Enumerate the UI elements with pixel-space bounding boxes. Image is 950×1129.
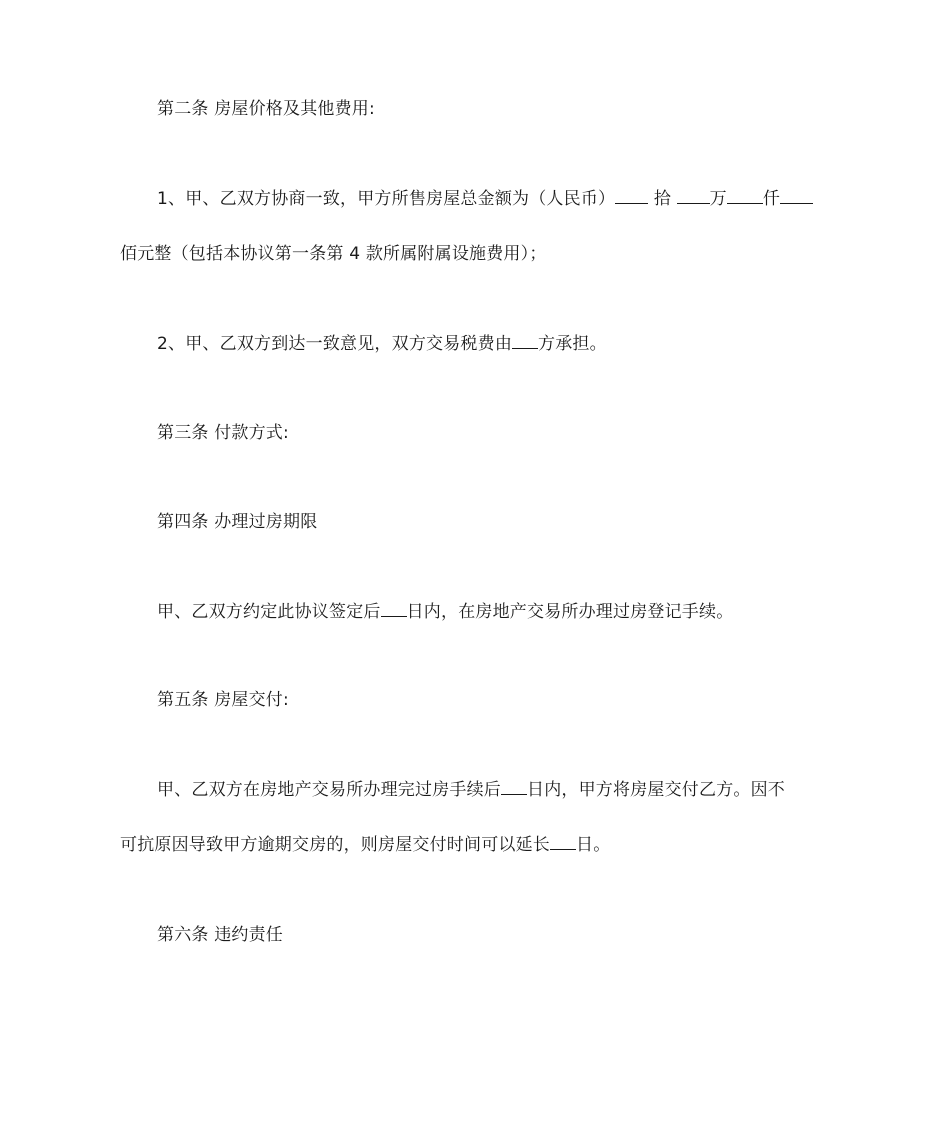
blank-field: [615, 186, 648, 204]
article-4-heading-text: 第四条 办理过房期限: [157, 512, 318, 532]
article-2-heading: [157, 97, 375, 121]
article-2-heading-text: 第二条 房屋价格及其他费用:: [157, 99, 375, 119]
article-4-text: [157, 599, 733, 624]
blank-field: [780, 186, 813, 204]
blank-field: [501, 777, 527, 795]
article-2-clause-1-line-2: [120, 242, 547, 266]
article-6-heading: [157, 923, 283, 947]
blank-field: [677, 186, 710, 204]
article-5-text-d: 日。: [576, 835, 611, 855]
clause-2-text-b: 方承担。: [538, 334, 607, 354]
article-6-heading-text: 第六条 违约责任: [157, 925, 284, 945]
article-4-text-a: 甲、乙双方约定此协议签定后: [157, 602, 381, 622]
clause-1-text-d: 仟: [762, 189, 781, 209]
blank-field: [550, 832, 576, 850]
clause-1-text-line-2: 佰元整（包括本协议第一条第 4 款所属附属设施费用）；: [120, 244, 547, 264]
article-2-clause-1-line-1: [157, 186, 813, 211]
article-5-text-c: 可抗原因导致甲方逾期交房的，则房屋交付时间可以延长: [120, 835, 550, 855]
article-4-heading: [157, 510, 317, 534]
blank-field: [381, 599, 407, 617]
article-5-heading: [157, 688, 289, 712]
article-5-text-b: 日内，甲方将房屋交付乙方。因不: [527, 780, 785, 800]
article-5-text-line-1: [157, 777, 785, 802]
article-3-heading: [157, 421, 289, 445]
article-5-text-line-2: [120, 832, 610, 857]
blank-field: [727, 186, 763, 204]
article-5-text-a: 甲、乙双方在房地产交易所办理完过房手续后: [157, 780, 501, 800]
clause-1-text-a: 1、甲、乙双方协商一致，甲方所售房屋总金额为（人民币）: [157, 189, 616, 209]
blank-field: [512, 331, 538, 349]
clause-2-text-a: 2、甲、乙双方到达一致意见，双方交易税费由: [157, 334, 513, 354]
clause-1-text-c: 万: [709, 189, 727, 209]
clause-1-text-b: 拾: [648, 189, 677, 209]
article-5-heading-text: 第五条 房屋交付:: [157, 690, 289, 710]
article-3-heading-text: 第三条 付款方式:: [157, 423, 289, 443]
article-4-text-b: 日内，在房地产交易所办理过房登记手续。: [406, 602, 734, 622]
article-2-clause-2: [157, 331, 607, 356]
